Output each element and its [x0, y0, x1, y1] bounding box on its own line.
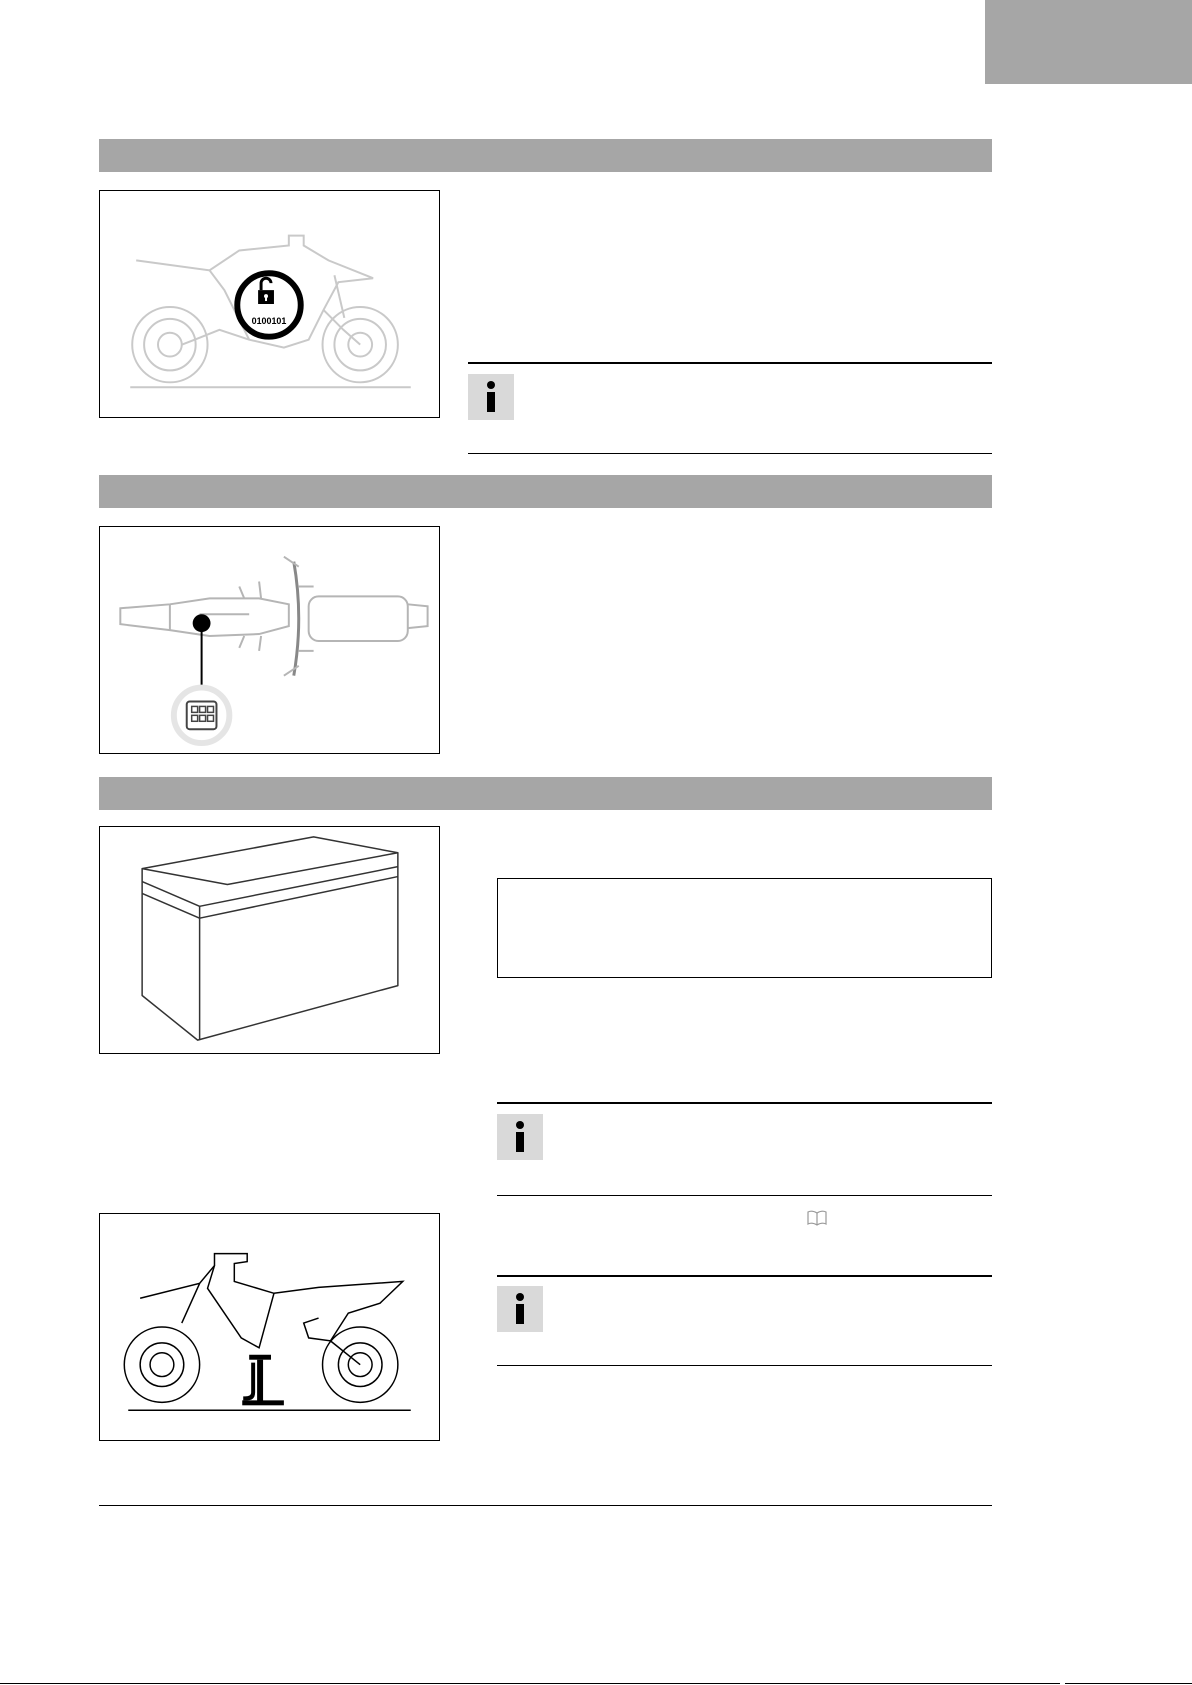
- info-icon: [497, 1286, 543, 1332]
- diagnostic-connector-illustration: [100, 527, 439, 753]
- section-header-bar-1: [99, 139, 992, 172]
- note-top-rule-1: [468, 362, 992, 364]
- battery-illustration: [100, 827, 439, 1053]
- note-bottom-rule-1: [468, 453, 992, 454]
- info-icon: [468, 374, 514, 420]
- immobilizer-motorcycle-illustration: [100, 191, 439, 417]
- figure-immobilizer: [99, 190, 440, 418]
- figure-diagnostic-connector: [99, 526, 440, 754]
- motorcycle-on-stand-illustration: [100, 1214, 439, 1440]
- note-bottom-rule-2: [497, 1195, 992, 1196]
- page-bottom-rule-right: [1065, 1683, 1192, 1684]
- info-icon: [497, 1114, 543, 1160]
- badge-code: 0100101: [251, 315, 287, 326]
- section-header-bar-3: [99, 777, 992, 810]
- footer-rule: [99, 1505, 992, 1506]
- padlock-icon: [237, 273, 300, 336]
- page-bottom-rule: [0, 1683, 1060, 1684]
- figure-motorcycle-on-stand: [99, 1213, 440, 1441]
- lift-stand-icon: [242, 1355, 284, 1406]
- note-bottom-rule-3: [497, 1365, 992, 1366]
- book-reference-icon[interactable]: [806, 1209, 828, 1227]
- chapter-tab: [985, 0, 1192, 84]
- note-top-rule-2: [497, 1102, 992, 1104]
- notice-box: [497, 878, 992, 978]
- note-top-rule-3: [497, 1275, 992, 1277]
- figure-battery: [99, 826, 440, 1054]
- section-header-bar-2: [99, 475, 992, 508]
